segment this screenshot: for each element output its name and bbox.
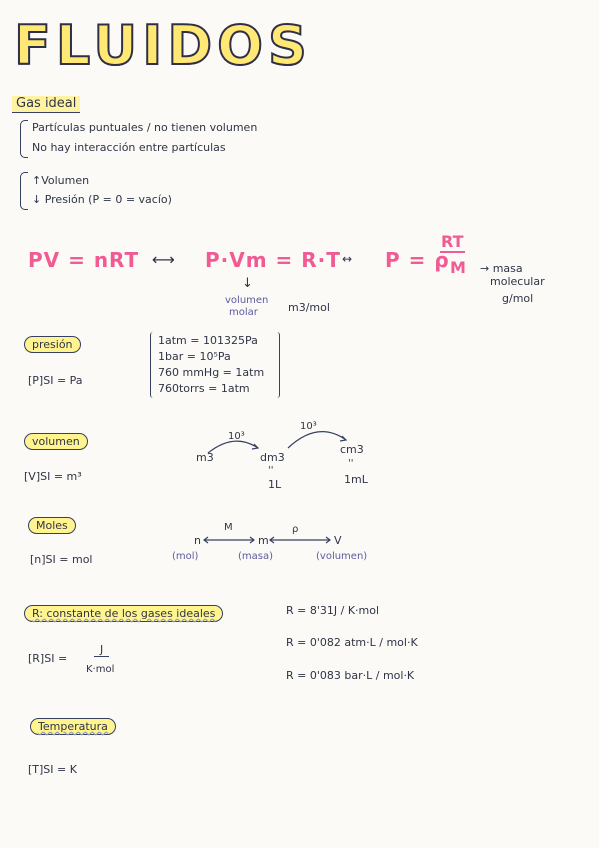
moles-si: [n]SI = mol — [30, 553, 93, 566]
equation-density-left: P = ρ — [385, 248, 450, 272]
temperatura-si: [T]SI = K — [28, 763, 77, 776]
volumen-label: volumen — [24, 433, 88, 450]
gas-ideal-label: Gas ideal — [12, 96, 80, 113]
symbol-n: n — [194, 534, 201, 547]
equation-density-numerator: RT — [441, 232, 464, 251]
r-si-numerator: J — [94, 643, 109, 657]
presion-conv-3: 760 mmHg = 1atm — [158, 366, 265, 379]
r-si-denominator: K·mol — [86, 664, 115, 675]
equivalence-arrow-1: ⟷ — [152, 250, 175, 269]
volumen-si: [V]SI = m³ — [24, 470, 82, 483]
equation-ideal-gas: PV = nRT — [28, 248, 140, 272]
equation-density-denominator: M — [450, 258, 466, 277]
m-unit-label: (masa) — [238, 551, 274, 562]
unit-liter: 1L — [268, 478, 282, 491]
unit-m3: m3 — [196, 451, 214, 464]
gas-ideal-point-2: No hay interacción entre partículas — [32, 141, 226, 154]
unit-dm3: dm3 — [260, 451, 285, 464]
equal-mark-1: '' — [268, 465, 274, 476]
masa-label-2: molecular — [490, 275, 545, 288]
n-unit-label: (mol) — [172, 551, 199, 562]
vm-units: m3/mol — [288, 301, 330, 314]
masa-units: g/mol — [502, 292, 534, 305]
r-value-3: R = 0'083 bar·L / mol·K — [286, 669, 415, 682]
equivalence-arrow-2: ↔ — [342, 252, 353, 266]
moles-label: Moles — [28, 517, 76, 534]
masa-label-1: → masa — [480, 262, 523, 275]
presion-label: presión — [24, 336, 81, 353]
r-value-2: R = 0'082 atm·L / mol·K — [286, 636, 418, 649]
unit-cm3: cm3 — [340, 443, 364, 456]
symbol-M: M — [224, 522, 233, 533]
symbol-m: m — [258, 534, 269, 547]
gas-ideal-point-1: Partículas puntuales / no tienen volumen — [32, 121, 258, 134]
r-value-1: R = 8'31J / K·mol — [286, 604, 380, 617]
vm-label-1: volumen — [225, 295, 269, 306]
vm-label-2: molar — [229, 307, 258, 318]
equal-mark-2: '' — [348, 458, 354, 469]
r-si-prefix: [R]SI = — [28, 652, 68, 665]
temperatura-label: Temperatura — [30, 718, 116, 735]
factor-1: 10³ — [228, 431, 245, 442]
r-label: R: constante de los gases ideales — [24, 605, 223, 622]
curve-arrow-dm3-cm3 — [288, 432, 346, 448]
presion-si: [P]SI = Pa — [28, 374, 83, 387]
curve-arrow-m3-dm3 — [208, 441, 258, 453]
factor-2: 10³ — [300, 421, 317, 432]
presion-conv-2: 1bar = 10⁵Pa — [158, 350, 231, 363]
symbol-rho: ρ — [292, 524, 299, 535]
equation-molar-volume: P·Vm = R·T — [205, 248, 341, 272]
gas-ideal-point-3: ↑Volumen — [32, 174, 90, 187]
gas-ideal-point-4: ↓ Presión (P = 0 = vacío) — [32, 193, 172, 206]
unit-milliliter: 1mL — [344, 473, 368, 486]
page-title: FLUIDOS — [14, 14, 312, 77]
v-unit-label: (volumen) — [316, 551, 368, 562]
down-arrow-icon: ↓ — [242, 276, 253, 291]
presion-conv-4: 760torrs = 1atm — [158, 382, 250, 395]
symbol-V: V — [334, 534, 342, 547]
presion-conv-1: 1atm = 101325Pa — [158, 334, 258, 347]
